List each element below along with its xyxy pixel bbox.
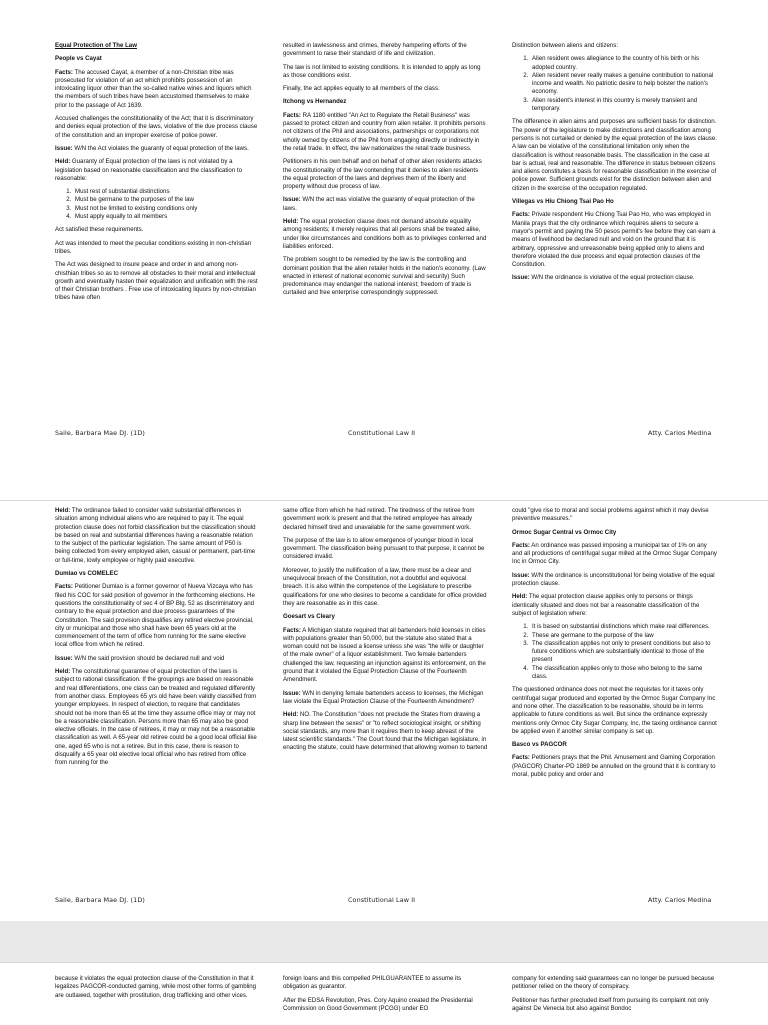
numbered-list [55,188,258,221]
paragraph: Act was intended to meet the peculiar conditions existing in non-christian tribes. [55,239,252,255]
held-paragraph [283,711,488,752]
page3-column-2 [283,975,488,1018]
paragraph: The Act was designed to insure peace and order in and among non-chisthian tribes so as to remove all obstacles to their moral and intellectual growth and eventually hasten their equalization and unification with the rest of their Christian brothers . Free use of intoxicating liquors by non-christian tribes have often [55,261,258,302]
paragraph: company for extending said guarantees can no longer be pursued because petitioner relied on the theory of conspiracy. [512,975,715,991]
paragraph: same office from which he had retired. The tiredness of the retiree from government work is present and that the retired employee has already declared himself tired and unavailable for the same government work. [283,507,475,531]
issue-paragraph [512,572,718,589]
held-text: The ordinance failed to consider valid substantial differences in situation among individual aliens who are required to pay it. The equal protection clause does not forbid classification but the classification should be based on real and substantial differences having a reasonable relation to the subject of the particular legislation. The same amount of P50 is being collected from every employed alien, casual or permanent, part-time or full-time, lowly employee or highly paid executive. [55,507,256,564]
footer-course: Constitutional Law II [348,429,416,437]
held-text: The equal protection clause applies only to persons or things identically situated and does not bar a reasonable classification of the subject of legislation where: [512,593,700,617]
case-title: People vs Cayat [55,55,102,63]
facts-paragraph [55,583,258,649]
held-paragraph [283,218,488,251]
facts-label: Facts: [512,541,530,549]
paragraph: After the EDSA Revolution, Pres. Cory Aquino created the Presidential Commission on Good Government (PCGG) under EO [283,996,473,1012]
list-item: 3. Alien resident's interest in this country is merely transient and temporary. [530,97,718,114]
facts-text: An ordinance was passed imposing a municipal tax of 1% on any and all productions of centrifugal sugar milled at the Ormoc Sugar Company Inc in Ormoc City. [512,541,717,566]
held-paragraph [55,158,258,183]
facts-paragraph [512,754,718,779]
facts-label: Facts: [512,754,530,762]
facts-text: The accused Cayat, a member of a non-Christian tribe was prosecuted for violation of an act which prohibits possession of an intoxicating liquor other than the so-called native wines and liquors which the members of such tribes have been accustomed themselves to make prior to the passage of Act 1639. [55,68,252,109]
case-title: Itchong vs Hernandez [283,98,347,106]
case-title: Dumlao vs COMELEC [55,570,118,578]
issue-label: Issue: [512,571,530,579]
paragraph: The law is not limited to existing conditions. It is intended to apply as long as those conditions exist. [283,63,481,79]
facts-label: Facts: [55,68,73,76]
paragraph: foreign loans and this compelled PHILGUARANTEE to assume its obligation as guarantor. [283,975,462,991]
paragraph: Petitioners in his own behalf and on behalf of other alien residents attacks the constitutionality of the law contending that it denies to alien residents the equal protection of the laws and deprives them of the liberty and property without due process of law. [283,158,482,191]
held-paragraph [55,507,258,565]
footer-professor: Atty. Carlos Medina [648,429,712,437]
issue-text: W/N the Act violates the guaranty of equal protection of the laws. [72,144,249,152]
issue-text: W/N the ordinance is violative of the equal protection clause. [529,274,695,282]
held-text: The constitutional guarantee of equal protection of the laws is subject to rational classification. If the groupings are based on reasonable and real differentiations, one class can be treated and regulated differently from another class. Employees 65 yrs old have been validly classified from younger employees. In respect of election, to require that candidates should not be more than 65 at the time they assume office may or may not be a reasonable classification. Persons more than 65 may also be good elective officials. In the case of retirees, it may or may not be a reasonable classification as well. A 65-year old retiree could be a good local official like one, aged 65 who is not a retiree. But in this case, there is reason to disqualify a 65 year old elective local official who has retired from office from running for the [55,668,257,767]
paragraph: Moreover, to justify the nullification of a law, there must be a clear and unequivocal breach of the Constitution, not a doubtful and equivocal breach. It is also within the competence of the Legislature to prescribe qualifications for one who desires to become a candidate for office provided they are reasonable as in this case. [283,566,487,607]
document-page-1 [0,0,768,500]
issue-text: W/N the ordinance is unconstitutional for being violative of the equal protection clause. [512,571,715,588]
issue-label: Issue: [55,654,73,662]
held-label: Held: [55,668,71,676]
footer-course: Constitutional Law II [348,896,416,904]
facts-label: Facts: [283,111,301,119]
paragraph: The problem sought to be remedied by the law is the controlling and dominant position that the alien retailer holds in the nation's economy. (Law enacted in interest of national economic survival and security) Such predominance may endanger the national interest; freedom of trade is curtailed and free enterprise correspondingly suppressed. [283,256,486,297]
issue-text: W/N in denying female bartenders access to licenses, the Michigan law violate the Equal Protection Clause of the Fourteenth Amendment? [283,689,484,705]
paragraph: Petitioner has further precluded itself from pursuing its complaint not only against De Venecia but also against Bondoc [512,996,709,1012]
issue-paragraph [512,274,718,282]
footer-author: Saile, Barbara Mae DJ. (1D) [55,896,145,904]
held-text: The equal protection clause does not demand absolute equality among residents; it merely requires that all persons shall be treated alike, under like circumstances and conditions both as to privileges conferred and liabilities enforced. [283,218,487,250]
held-label: Held: [283,218,299,226]
facts-text: RA 1180 entitled "An Act to Regulate the Retail Business" was passed to protect citizen and country from alien retailer. It prohibits persons not citizens of the Phil and associations, partnerships or corporations not wholly owned by citizens of the Phil from engaging directly or indirectly in the retail trade. In effect, the law nationalizes the retail trade business. [283,111,486,152]
page1-column-2 [283,42,488,303]
section-title: Equal Protection of The Law [55,42,137,49]
facts-paragraph [283,112,488,153]
issue-paragraph [283,196,488,213]
issue-text: W/N the act was violative the guaranty of equal protection of the laws. [283,196,475,212]
paragraph: The difference in alien aims and purposes are sufficient basis for distinction. The power of the legislature to make distinctions and classification among persons is not curtailed or denied by the equal protection of the laws clause. A law can be violative of the constitutional limitation only when the classification is without reasonable basis. The classification in the case at bar is actual, real and reasonable. The difference in status between citizens and aliens constitutes a basis for reasonable classification in the exercise of police power. Sufficient grounds exist for the distinction between alien and citizen in the exercise of the occupation regulated. [512,118,717,192]
held-label: Held: [512,593,528,601]
list-item: 2. These are germane to the purpose of the law [530,632,718,640]
case-title: Basco vs PAGCOR [512,741,567,749]
list-item: 3. Must not be limited to existing conditions only [73,205,258,213]
document-page-3 [0,962,768,1025]
numbered-list [512,623,718,681]
document-page-2 [0,500,768,921]
held-label: Held: [55,507,71,514]
page2-column-1 [55,507,258,773]
page1-column-3 [512,42,718,288]
list-item: 1. Must rest of substantial distinctions [73,188,258,196]
footer-professor: Atty. Carlos Medina [648,896,712,904]
held-label: Held: [283,711,299,719]
issue-label: Issue: [55,144,73,152]
list-item: 4. The classification applies only to those who belong to the same class. [530,665,718,682]
facts-label: Facts: [283,626,301,634]
list-item: 4. Must apply equally to all members [73,213,258,221]
paragraph: resulted in lawlessness and crimes, thereby hampering efforts of the government to raise their standard of life and civilization. [283,42,467,58]
facts-text: A Michigan statute required that all bartenders hold licenses in cities with populations greater than 50,000, but the statute also stated that a woman could not be issued a license unless she was "the wife or daughter of the male owner" of a liquor establishment. Two female bartenders challenged the law, requesting an injunction against its enforcement, on the ground that it violated the Equal Protection Clause of the Fourteenth Amendment. [283,626,486,684]
page3-column-3 [512,975,718,1018]
issue-label: Issue: [283,196,301,204]
paragraph: Accused challenges the constitutionality of the Act; that it is discriminatory and denies equal protection of the laws, violative of the due process clause of the constitution and an improper exercise of police power. [55,115,258,139]
numbered-list [512,55,718,113]
list-item: 1. It is based on substantial distinctions which make real differences. [530,623,718,631]
facts-text: Petitioners prays that the Phil. Amusement and Gaming Corporation (PAGCOR) Charter-PD 1869 be annulled on the ground that it is contrary to moral, public policy and order and [512,754,716,779]
paragraph: The questioned ordinance does not meet the requisites for it taxes only centrifugal sugar produced and exported by the Ormoc Sugar Company Inc and none other. The classification to be reasonable, should be in terms applicable to future conditions as well. But since the ordinance expressly mentions only Ormoc City Sugar Company, Inc, the taxing ordinance cannot be applied even if another similar company is set up. [512,686,717,735]
issue-label: Issue: [512,274,530,282]
held-paragraph [512,593,718,618]
list-item: 1. Alien resident owes allegiance to the country of his birth or his adopted country. [530,55,718,72]
facts-text: Petitioner Dumlao is a former governor of Nueva Vizcaya who has filed his COC for said position of governor in the forthcoming elections. He questions the constitutionality of sec 4 of BP Blg. 52 as discriminatory and contrary to the equal protection and due process guarantees of the Constitution. The said provision disqualifies any retired elective provincial, city or municipal and those who shall have been 65 years old at the commencement of the term of office from running for the same elective local office from which he retired. [55,583,255,649]
page2-column-2 [283,507,488,758]
case-title: Goesart vs Cleary [283,613,335,621]
page1-column-1 [55,42,258,308]
case-title: Ormoc Sugar Central vs Ormoc City [512,528,617,536]
issue-paragraph [55,145,258,153]
held-label: Held: [55,158,71,166]
held-text: Guaranty of Equal protection of the laws is not violated by a legislation based on reasonable classification and the classification to reasonable: [55,158,242,182]
facts-paragraph [283,627,488,685]
facts-paragraph [55,69,258,110]
case-title: Villegas vs Hiu Chiong Tsai Pao Ho [512,198,614,206]
facts-label: Facts: [55,583,73,591]
paragraph: Act satisfied these requirements. [55,226,144,234]
footer-author: Saile, Barbara Mae DJ. (1D) [55,429,145,437]
issue-paragraph [55,655,258,663]
paragraph: could "give rise to moral and social problems against which it may devise preventive measures." [512,507,709,523]
list-item: 2. Must be germane to the purposes of the law [73,196,258,204]
held-paragraph [55,668,258,768]
facts-label: Facts: [512,211,530,219]
paragraph: Distinction between aliens and citizens: [512,42,619,49]
paragraph: The purpose of the law is to allow emergence of younger blood in local government. The classification being pursuant to that purpose, it cannot be considered invalid. [283,536,485,561]
page2-column-3 [512,507,718,784]
facts-paragraph [512,542,718,567]
paragraph: Finally, the act applies equally to all members of the class. [283,85,440,93]
facts-text: Private respondent Hiu Chiong Tsai Pao Ho, who was employed in Manila prays that the city ordinance which requires aliens to secure a mayor's permit and paying the 50 pesos permit's fee before they can earn a means of livelihood be declared null and void on the ground that it is arbitrary, oppressive and unreasonable being applied only to aliens and therefore violated the due process and equal protection clauses of the Constitution. [512,211,716,269]
issue-paragraph [283,690,488,707]
issue-text: W/N the said provision should be declared null and void [72,654,225,662]
paragraph: because it violates the equal protection clause of the Constitution in that it legalizes PAGCOR-conducted gaming, while most other forms of gambling are outlawed, together with prostitution, drug trafficking and other vices. [55,975,257,999]
issue-label: Issue: [283,689,301,697]
facts-paragraph [512,211,718,269]
page3-column-1 [55,975,258,1005]
list-item: 3. The classification applies not only to present conditions but also to future conditions which are substantially identical to those of the present [530,640,718,665]
held-text: NO. The Constitution "does not preclude the States from drawing a sharp line between the sexes" or "to reflect sociological insight, or shifting social standards, any more than it requires them to keep abreast of the latest scientific standards." The Court found that the Michigan legislature, in enacting the statute, could have determined that allowing women to bartend [283,711,488,752]
list-item: 2. Alien resident never really makes a genuine contribution to national income and wealth. No patriotic desire to help bolster the nation's economy. [530,72,718,97]
